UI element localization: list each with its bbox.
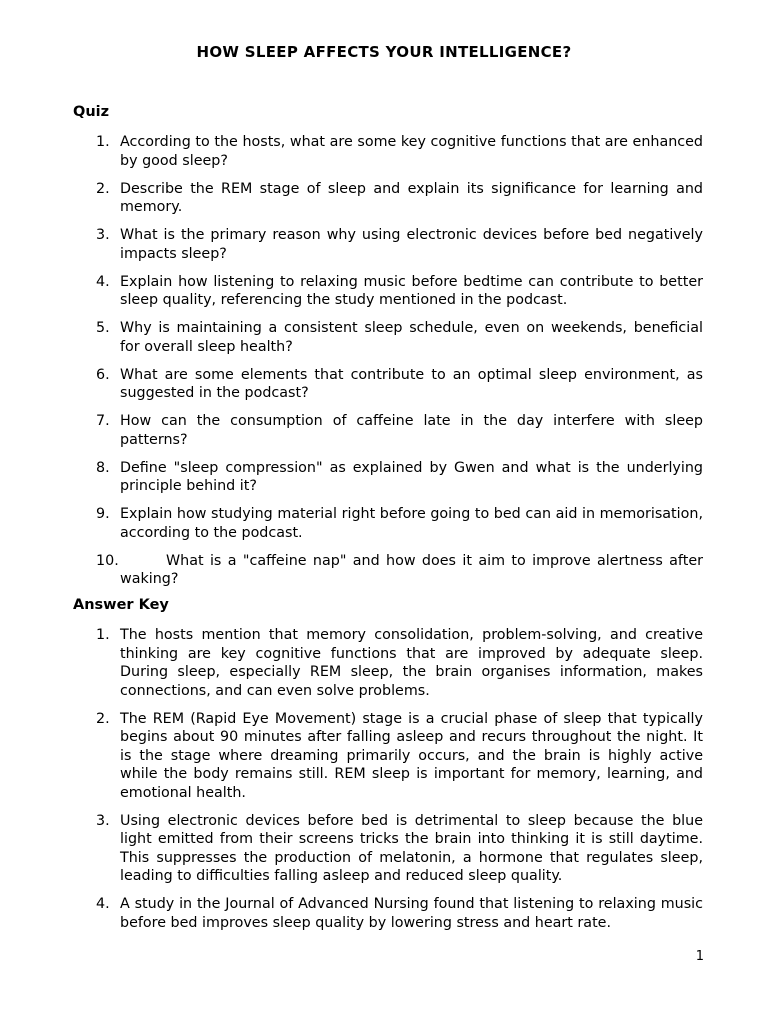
item-text: How can the consumption of caffeine late in the day interfere with sleep patterns? — [120, 413, 703, 448]
item-text: Explain how listening to relaxing music before bedtime can contribute to better sleep quality, referencing the study mentioned in the podcast. — [120, 273, 703, 308]
item-number: 1. — [96, 627, 110, 643]
list-item — [73, 710, 703, 803]
item-number: 4. — [96, 896, 110, 912]
answer-key-list — [73, 626, 703, 942]
answer-key-heading: Answer Key — [73, 597, 169, 613]
item-text: Describe the REM stage of sleep and explain its significance for learning and memory. — [120, 180, 703, 215]
list-item — [73, 412, 703, 449]
list-item — [73, 505, 703, 542]
item-text: Explain how studying material right before going to bed can aid in memorisation, according to the podcast. — [120, 506, 703, 541]
item-number: 2. — [96, 180, 110, 197]
item-number: 1. — [96, 134, 110, 150]
item-number: 5. — [96, 320, 110, 336]
list-item — [73, 366, 703, 403]
quiz-list — [73, 133, 703, 598]
item-number: 6. — [96, 366, 110, 383]
item-number: 4. — [96, 273, 110, 290]
list-item — [73, 895, 703, 932]
item-text: What is the primary reason why using electronic devices before bed negatively impacts sleep? — [120, 227, 703, 262]
item-text: Define "sleep compression" as explained by Gwen and what is the underlying principle behind it? — [120, 459, 703, 494]
item-number: 8. — [96, 459, 110, 476]
item-text: What are some elements that contribute to an optimal sleep environment, as suggested in the podcast? — [120, 366, 703, 401]
quiz-heading: Quiz — [73, 104, 110, 120]
item-text: According to the hosts, what are some key cognitive functions that are enhanced by good sleep? — [120, 134, 703, 169]
item-number: 3. — [96, 227, 110, 243]
item-text: Using electronic devices before bed is detrimental to sleep because the blue light emitted from their screens tricks the brain into thinking it is still daytime. This suppresses the production of melatonin, a hormone that regulates sleep, leading to difficulties falling asleep and reduced sleep quality. — [120, 812, 703, 884]
list-item — [73, 552, 703, 589]
item-text: A study in the Journal of Advanced Nursing found that listening to relaxing music before bed improves sleep quality by lowering stress and heart rate. — [120, 896, 703, 931]
item-number: 3. — [96, 812, 110, 829]
item-number: 2. — [96, 710, 110, 727]
list-item — [73, 273, 703, 310]
list-item — [73, 812, 703, 886]
item-number: 7. — [96, 413, 110, 429]
list-item — [73, 626, 703, 700]
list-item — [73, 459, 703, 496]
item-number: 10. — [96, 552, 119, 569]
list-item — [73, 180, 703, 217]
item-text: What is a "caffeine nap" and how does it aim to improve alertness after waking? — [120, 552, 703, 587]
item-number: 9. — [96, 506, 110, 522]
list-item — [73, 226, 703, 263]
item-text: The REM (Rapid Eye Movement) stage is a crucial phase of sleep that typically begins about 90 minutes after falling asleep and recurs throughout the night. It is the stage where dreaming primarily occurs, and the brain is highly active while the body remains still. REM sleep is important for memory, learning, and emotional health. — [120, 710, 703, 801]
item-text: Why is maintaining a consistent sleep schedule, even on weekends, beneficial for overall sleep health? — [120, 320, 703, 355]
document-title: HOW SLEEP AFFECTS YOUR INTELLIGENCE? — [196, 43, 572, 61]
list-item — [73, 319, 703, 356]
list-item — [73, 133, 703, 170]
item-text: The hosts mention that memory consolidation, problem-solving, and creative thinking are key cognitive functions that are improved by adequate sleep. During sleep, especially REM sleep, the brain organises information, makes connections, and can even solve problems. — [120, 627, 703, 699]
page-number: 1 — [695, 949, 704, 964]
